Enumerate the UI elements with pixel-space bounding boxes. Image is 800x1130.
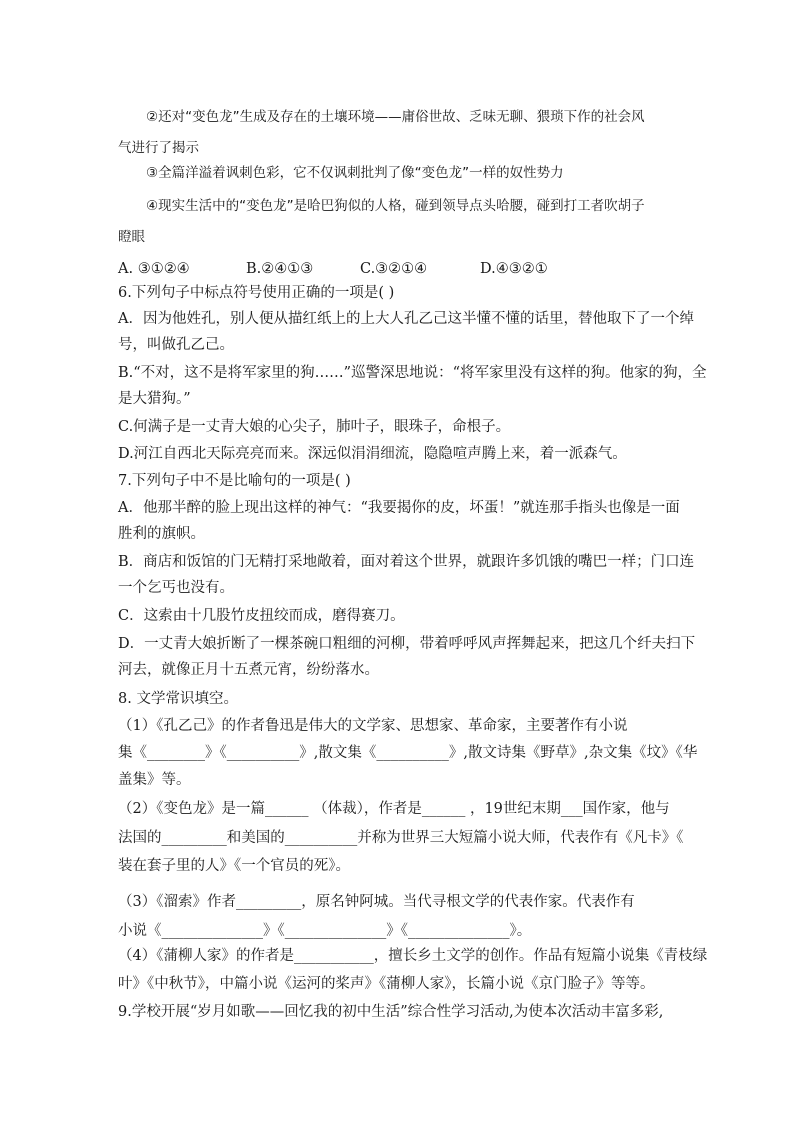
q6-option-a-line1: A．因为他姓孔，别人便从描红纸上的上大人孔乙己这半懂不懂的话里，替他取下了一个绰: [118, 311, 694, 327]
q7-option-b-line1: B．商店和饭馆的门无精打采地敞着，面对着这个世界，就跟许多饥饿的嘴巴一样；门口连: [118, 554, 695, 570]
q6-option-d: D.河江自西北天际亮亮而来。深远似涓涓细流，隐隐喧声腾上来，着一派森气。: [118, 446, 627, 462]
q8-part1-line1: （1）《孔乙己》的作者鲁迅是伟大的文学家、思想家、革命家，主要著作有小说: [118, 718, 628, 734]
q5-option-c: C.③②①④: [360, 261, 428, 277]
q6-stem: 6.下列句子中标点符号使用正确的一项是( ): [118, 285, 395, 301]
q7-option-a-line1: A．他那半醉的脸上现出这样的神气：“我要揭你的皮，坏蛋！”就连那手指头也像是一面: [118, 500, 680, 516]
q7-stem: 7.下列句子中不是比喻句的一项是( ): [118, 473, 351, 489]
q7-option-c: C．这索由十几股竹皮扭绞而成，磨得赛刀。: [118, 608, 405, 624]
q8-part1-line3: 盖集》等。: [118, 772, 191, 788]
q8-part3-line1: （3）《溜索》作者_________，原名钟阿城。当代寻根文学的代表作家。代表作有: [118, 894, 635, 910]
q8-part4-line2: 叶》《中秋节》，中篇小说《运河的桨声》《蒲柳人家》，长篇小说《京门脸子》等等。: [118, 976, 655, 992]
statement-4-line1: ④现实生活中的“变色龙”是哈巴狗似的人格，碰到领导点头哈腰，碰到打工者吹胡子: [146, 198, 645, 214]
q7-option-d-line2: 河去，就像正月十五煮元宵，纷纷落水。: [118, 662, 379, 678]
q5-option-d: D.④③②①: [480, 261, 548, 277]
q7-option-d-line1: D．一丈青大娘折断了一棵茶碗口粗细的河柳，带着呼呼风声挥舞起来，把这几个纤夫扫下: [118, 636, 696, 652]
q8-stem: 8. 文学常识填空。: [118, 691, 238, 707]
q6-option-b-line1: B.“不对，这不是将军家里的狗……”巡警深思地说：“将军家里没有这样的狗。他家的狗，全: [118, 365, 707, 381]
statement-4-line2: 瞪眼: [118, 229, 145, 245]
q5-option-b: B.②④①③: [246, 261, 314, 277]
q8-part2-line2: 法国的_________和美国的__________并称为世界三大短篇小说大师，代表作有《凡卡》《: [118, 830, 684, 846]
q8-part4-line1: （4）《蒲柳人家》的作者是___________，擅长乡土文学的创作。作品有短篇小说集《青枝绿: [118, 948, 708, 964]
statement-2-line2: 气进行了揭示: [118, 140, 199, 156]
statement-2-line1: ②还对“变色龙”生成及存在的土壤环境——庸俗世故、乏味无聊、猥琐下作的社会风: [146, 109, 645, 125]
q8-part1-line2: 集《________》《__________》,散文集《__________》,散文诗集《野草》,杂文集《坟》《华: [118, 745, 698, 761]
statement-3: ③全篇洋溢着讽刺色彩，它不仅讽刺批判了像“变色龙”一样的奴性势力: [146, 165, 564, 181]
q8-part2-line1: （2）《变色龙》是一篇______ （体裁），作者是______ ，19世纪末期___国作家，他与: [118, 801, 670, 817]
q9-line1: 9.学校开展“岁月如歌——回忆我的初中生活”综合性学习活动,为使本次活动丰富多彩,: [118, 1004, 664, 1020]
q5-option-a: A. ③①②④: [118, 261, 190, 277]
q6-option-a-line2: 号，叫做孔乙己。: [118, 337, 234, 353]
q6-option-c: C.何满子是一丈青大娘的心尖子，肺叶子，眼珠子，命根子。: [118, 419, 511, 435]
q6-option-b-line2: 是大猎狗。”: [118, 391, 191, 407]
q8-part2-line3: 装在套子里的人》《一个官员的死》。: [118, 858, 350, 874]
q8-part3-line2: 小说《______________》《______________》《______________》。: [118, 923, 532, 939]
q7-option-b-line2: 一个乞丐也没有。: [118, 580, 234, 596]
q7-option-a-line2: 胜利的旗帜。: [118, 526, 205, 542]
